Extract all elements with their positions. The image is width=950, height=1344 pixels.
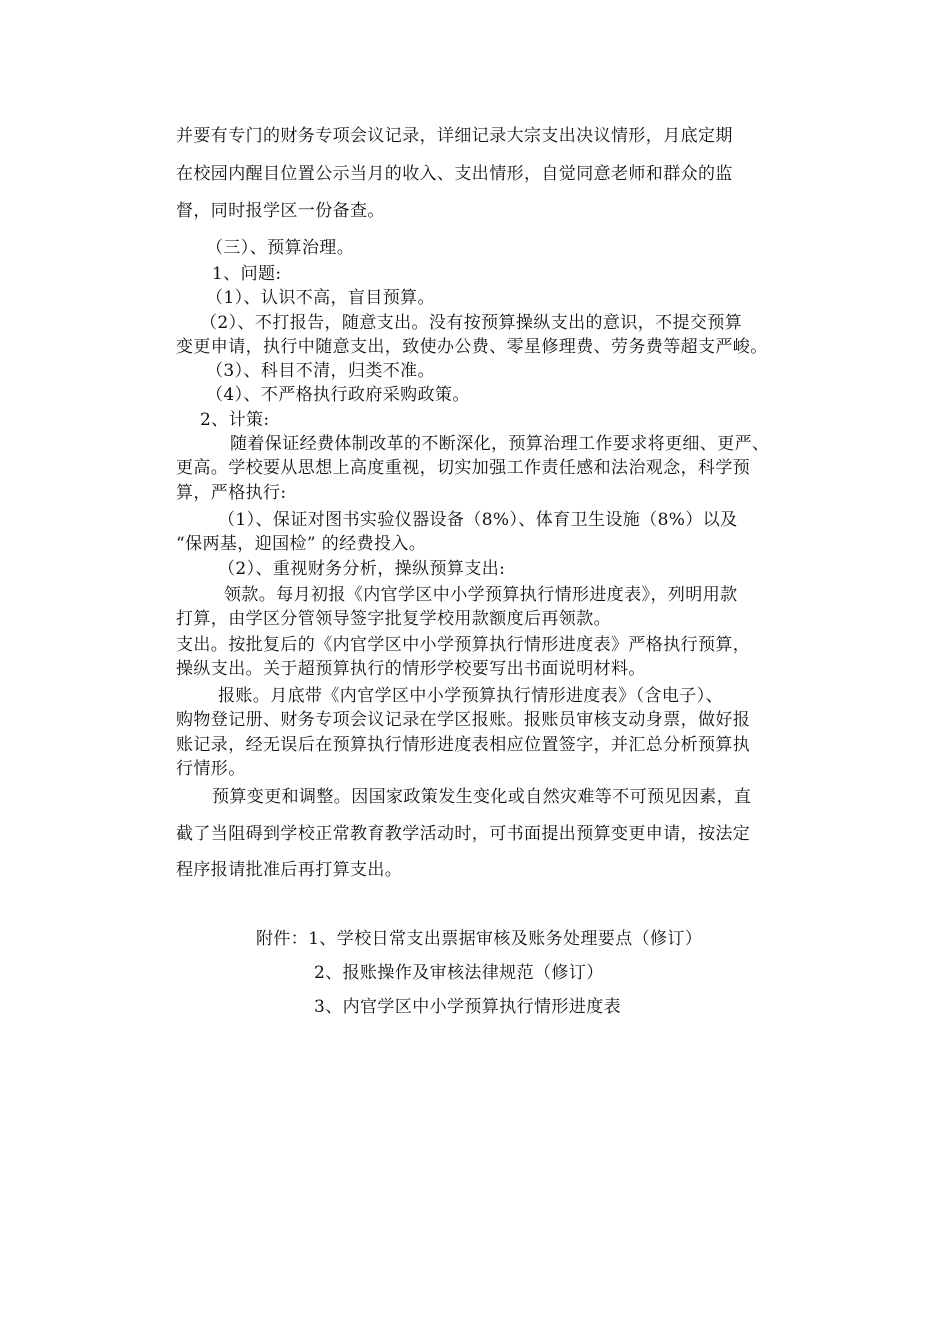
problem-item-1: （1）、认识不高，盲目预算。: [206, 288, 435, 308]
intro-line-3: 督，同时报学区一份备查。: [176, 201, 385, 221]
attachment-1: 附件：1、学校日常支出票据审核及账务处理要点（修订）: [256, 929, 703, 949]
measure-line-3: 算，严格执行:: [176, 483, 287, 503]
measure-line-9: 支出。按批复后的《内官学区中小学预算执行情形进度表》严格执行预算，: [176, 635, 751, 655]
measure-line-6: （2）、重视财务分析，操纵预算支出:: [218, 559, 506, 579]
section-heading: （三）、预算治理。: [206, 238, 355, 258]
problem-heading: 1、问题:: [212, 264, 282, 284]
measure-line-8: 打算，由学区分管领导签字批复学校用款额度后再领款。: [176, 609, 611, 629]
measure-line-11: 报账。月底带《内官学区中小学预算执行情形进度表》（含电子）、: [218, 686, 723, 706]
measure-line-4: （1）、保证对图书实验仪器设备（8%）、体育卫生设施（8%）以及: [218, 510, 738, 530]
attachment-3: 3、内官学区中小学预算执行情形进度表: [314, 997, 622, 1017]
measure-line-14: 行情形。: [176, 759, 246, 779]
problem-item-2: （2）、不打报告，随意支出。没有按预算操纵支出的意识，不提交预算: [200, 313, 743, 333]
change-line-1: 预算变更和调整。因国家政策发生变化或自然灾难等不可预见因素，直: [212, 787, 752, 807]
measure-line-10: 操纵支出。关于超预算执行的情形学校要写出书面说明材料。: [176, 659, 646, 679]
problem-item-4: （4）、不严格执行政府采购政策。: [206, 385, 470, 405]
intro-line-2: 在校园内醒目位置公示当月的收入、支出情形，自觉同意老师和群众的监: [176, 164, 733, 184]
problem-item-2-cont: 变更申请，执行中随意支出，致使办公费、零星修理费、劳务费等超支严峻。: [176, 337, 768, 357]
attachment-2: 2、报账操作及审核法律规范（修订）: [314, 963, 604, 983]
measure-line-7: 领款。每月初报《内官学区中小学预算执行情形进度表》，列明用款: [224, 585, 738, 605]
change-line-2: 截了当阻碍到学校正常教育教学活动时，可书面提出预算变更申请，按法定: [176, 824, 751, 844]
measure-line-2: 更高。学校要从思想上高度重视，切实加强工作责任感和法治观念，科学预: [176, 458, 751, 478]
change-line-3: 程序报请批准后再打算支出。: [176, 860, 403, 880]
measure-line-5: “保两基，迎国检” 的经费投入。: [176, 534, 427, 554]
problem-item-3: （3）、科目不清，归类不准。: [206, 361, 435, 381]
measure-line-1: 随着保证经费体制改革的不断深化，预算治理工作要求将更细、更严、: [230, 434, 770, 454]
measure-heading: 2、计策:: [200, 410, 270, 430]
measure-line-13: 账记录，经无误后在预算执行情形进度表相应位置签字，并汇总分析预算执: [176, 735, 751, 755]
intro-line-1: 并要有专门的财务专项会议记录，详细记录大宗支出决议情形，月底定期: [176, 126, 733, 146]
measure-line-12: 购物登记册、财务专项会议记录在学区报账。报账员审核支动身票，做好报: [176, 710, 751, 730]
